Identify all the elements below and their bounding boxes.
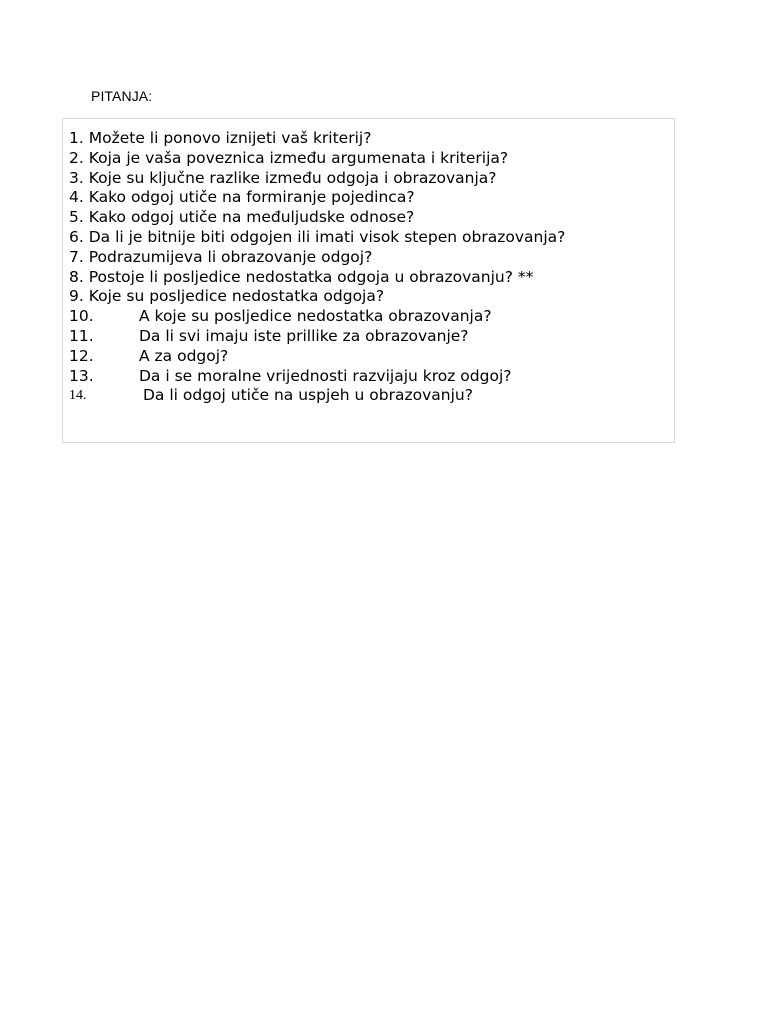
question-item [69,327,565,347]
question-text: Da i se moralne vrijednosti razvijaju kroz odgoj? [139,366,512,385]
question-text: Koje su posljedice nedostatka odgoja? [88,287,385,306]
question-text: Kako odgoj utiče na formiranje pojedinca? [88,188,415,207]
question-item [69,228,565,248]
question-item [69,169,565,189]
question-text: A koje su posljedice nedostatka obrazovanja? [139,307,492,326]
question-text: Da li odgoj utiče na uspjeh u obrazovanju? [143,386,473,405]
question-item [69,248,565,268]
question-number: 4. [69,188,89,207]
question-item [69,367,565,387]
question-text: Koja je vaša poveznica između argumenata i kriterija? [88,148,509,167]
question-item [69,188,565,208]
question-text: Kako odgoj utiče na međuljudske odnose? [88,208,415,227]
question-number: 14. [69,388,87,404]
question-number: 5. [69,208,89,227]
question-text: Podrazumijeva li obrazovanje odgoj? [88,247,373,266]
question-number: 2. [69,148,89,167]
question-number: 11. [69,326,94,345]
question-number: 9. [69,287,89,306]
question-item [69,149,565,169]
question-number: 6. [69,227,89,246]
question-item [69,129,565,149]
question-number: 10. [69,307,94,326]
question-number: 1. [69,129,89,147]
question-text: Postoje li posljedice nedostatka odgoja u obrazovanju? ** [88,267,534,286]
question-text: Da li svi imaju iste prillike za obrazovanje? [139,326,469,345]
question-item [69,287,565,307]
question-item [69,386,565,406]
question-item [69,307,565,327]
question-number: 13. [69,366,94,385]
question-text: Da li je bitnije biti odgojen ili imati visok stepen obrazovanja? [88,227,566,246]
question-text: A za odgoj? [139,346,229,365]
question-list [69,129,565,406]
question-item [69,208,565,228]
question-box [62,118,675,443]
question-number: 7. [69,247,89,266]
page-heading: PITANJA: [91,88,153,104]
question-number: 8. [69,267,89,286]
question-item [69,347,565,367]
question-item [69,268,565,288]
question-text: Možete li ponovo iznijeti vaš kriterij? [88,129,372,147]
question-number: 3. [69,168,89,187]
question-text: Koje su ključne razlike između odgoja i obrazovanja? [88,168,497,187]
question-number: 12. [69,346,94,365]
